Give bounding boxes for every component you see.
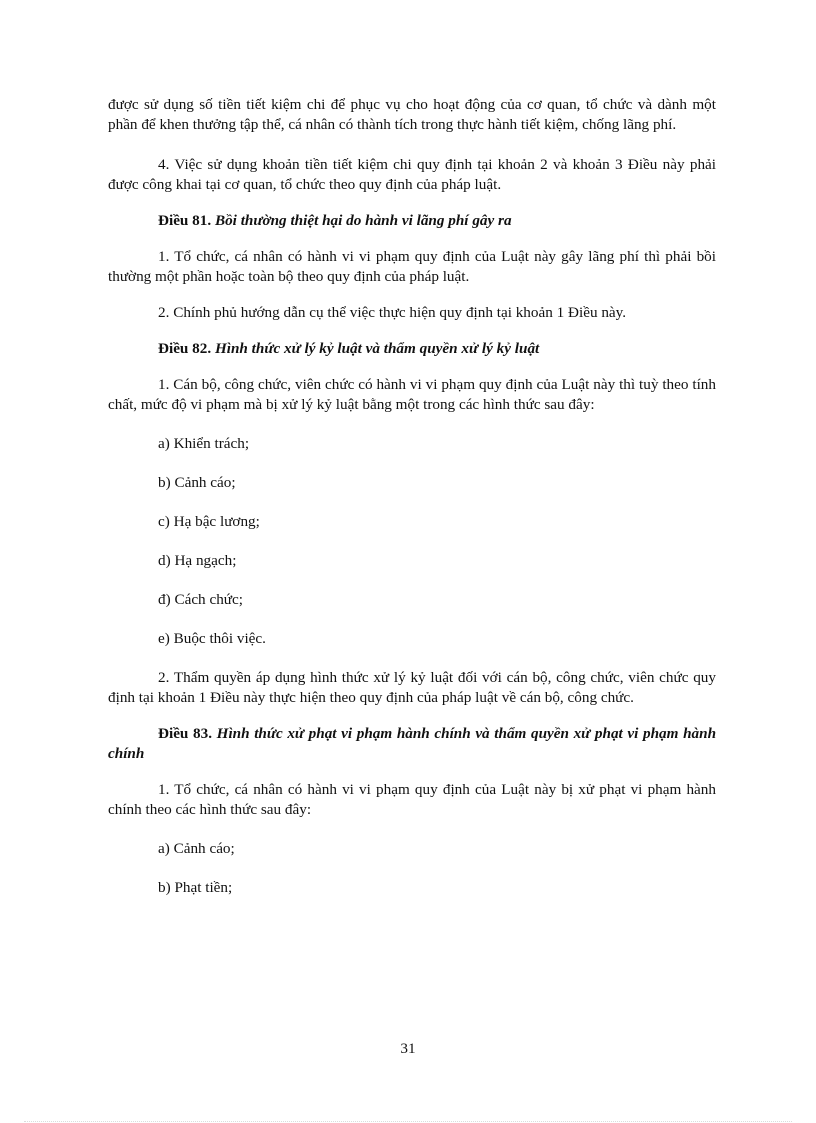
article-83-heading bbox=[108, 724, 716, 764]
article-82-clause-1: 1. Cán bộ, công chức, viên chức có hành vi vi phạm quy định của Luật này thì tuỳ theo tính chất, mức độ vi phạm mà bị xử lý kỷ luật bằng một trong các hình thức sau đây: bbox=[108, 376, 716, 413]
page-number: 31 bbox=[400, 1040, 416, 1057]
article-81-clause-2: 2. Chính phủ hướng dẫn cụ thể việc thực hiện quy định tại khoản 1 Điều này. bbox=[158, 304, 627, 321]
article-82-number: Điều 82. bbox=[158, 340, 212, 357]
article-82-title: Hình thức xử lý kỷ luật và thẩm quyền xử lý kỷ luật bbox=[214, 340, 540, 357]
article-81-clause-1: 1. Tổ chức, cá nhân có hành vi vi phạm quy định của Luật này gây lãng phí thì phải bồi thường một phần hoặc toàn bộ theo quy định của pháp luật. bbox=[108, 248, 716, 285]
article-82-clause-2: 2. Thẩm quyền áp dụng hình thức xử lý kỷ luật đối với cán bộ, công chức, viên chức quy định tại khoản 1 Điều này thực hiện theo quy định của pháp luật về cán bộ, công chức. bbox=[108, 669, 716, 706]
article-83-number: Điều 83. bbox=[158, 725, 212, 742]
page-bottom-divider bbox=[24, 1121, 792, 1122]
continuation-paragraph: được sử dụng số tiền tiết kiệm chi để phục vụ cho hoạt động của cơ quan, tổ chức và dành một phần để khen thưởng tập thể, cá nhân có thành tích trong thực hành tiết kiệm, chống lãng phí. bbox=[108, 96, 716, 133]
list-item: d) Hạ ngạch; bbox=[158, 552, 237, 569]
list-item: a) Khiển trách; bbox=[158, 435, 250, 452]
article-83-title: Hình thức xử phạt vi phạm hành chính và thẩm quyền xử phạt vi phạm hành chính bbox=[108, 725, 717, 762]
article-81-number: Điều 81. bbox=[158, 212, 212, 229]
article-83-clause-1: 1. Tổ chức, cá nhân có hành vi vi phạm quy định của Luật này bị xử phạt vi phạm hành chính theo các hình thức sau đây: bbox=[108, 781, 716, 818]
page-content bbox=[108, 95, 716, 898]
list-item: e) Buộc thôi việc. bbox=[158, 630, 266, 647]
list-item: a) Cảnh cáo; bbox=[158, 840, 235, 857]
article-81-title: Bồi thường thiệt hại do hành vi lãng phí gây ra bbox=[214, 212, 512, 229]
article-81-heading bbox=[108, 211, 716, 231]
list-item: b) Phạt tiền; bbox=[158, 879, 233, 896]
list-item: đ) Cách chức; bbox=[158, 591, 243, 608]
list-item: b) Cảnh cáo; bbox=[158, 474, 236, 491]
paragraph-4: 4. Việc sử dụng khoản tiền tiết kiệm chi quy định tại khoản 2 và khoản 3 Điều này phải được công khai tại cơ quan, tổ chức theo quy định của pháp luật. bbox=[108, 156, 716, 193]
list-item: c) Hạ bậc lương; bbox=[158, 513, 260, 530]
article-82-heading bbox=[108, 339, 716, 359]
